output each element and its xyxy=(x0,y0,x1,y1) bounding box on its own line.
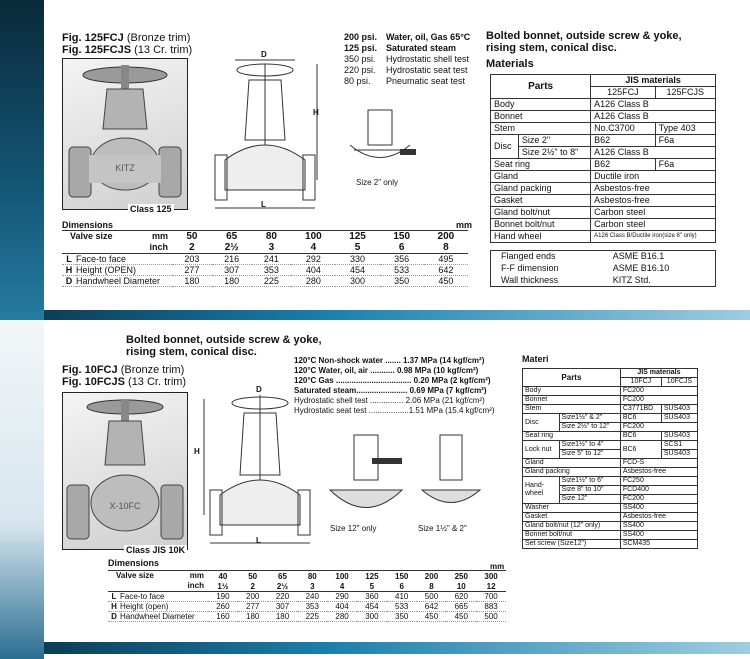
valve-drawing: D H L xyxy=(205,50,325,215)
dims-unit-jis: mm xyxy=(490,562,505,571)
valve-size-header: Valve size mm inch xyxy=(62,231,172,254)
disc-detail-drawing-12 xyxy=(322,430,410,520)
top-heading: Bolted bonnet, outside screw & yoke, rising stem, conical disc. xyxy=(486,30,682,54)
dimensions-table-jis: Valve size mm inch 40 50 65 80 100 125 150 200 250 300 1½ 2 2½ 3 4 5 6 8 10 12 L Face-to face 190 200 220 240 290 360 410 500 620 700 H Height (open) 260 277 307 353 404 454 533 642 665 883 D Handwheel Diameter 160 180 180 225 280 300 350 450 450 500 xyxy=(108,570,506,622)
left-gradient-bar-lower xyxy=(0,320,44,659)
pressure-ratings: 200 psi. Water, oil, Gas 65°C 125 psi. Saturated steam 350 psi. Hydrostatic shell test 220 psi. Hydrostatic seat test 80 psi. Pneumatic seat test xyxy=(344,32,471,86)
fig-title-10fcj: Fig. 10FCJ (Bronze trim) Fig. 10FCJS (13 Cr. trim) xyxy=(62,364,187,388)
size-note: Size 2" only xyxy=(356,178,398,187)
photo-caption-jis: Class JIS 10K xyxy=(126,545,186,555)
pressure-ratings-jis: 120°C Non-shock water ....... 1.37 MPa (14 kgf/cm²) 120°C Water, oil, air ........... 0.98 MPa (10 kgf/cm²) 120°C Gas .................................. 0.20 MPa (2 kgf/cm²) Saturated steam....................... 0.69 MPa (7 kgf/cm²) Hydrostatic shell test ............... 2.06 MPa (21 kgf/cm²) Hydrostatic seat test ..................1.51 MPa (15.4 kgf/cm²) xyxy=(294,356,495,415)
size-note-12: Size 12" only xyxy=(330,524,377,533)
materials-title: Materials xyxy=(486,58,534,70)
dims-unit: mm xyxy=(456,220,473,230)
valve-body-mark: KITZ xyxy=(115,163,135,173)
dims-row-l: L Face-to face 203 216 241 292 330 356 495 xyxy=(62,254,468,265)
dims-row-l-jis: L Face-to face 190 200 220 240 290 360 410 500 620 700 xyxy=(108,592,506,602)
dims-row-d-jis: D Handwheel Diameter 160 180 180 225 280 300 350 450 450 500 xyxy=(108,612,506,622)
fig-title-125fcj: Fig. 125FCJ (Bronze trim) Fig. 125FCJS (13 Cr. trim) xyxy=(62,32,193,56)
dims-row-d: D Handwheel Diameter 180 180 225 280 300 350 450 xyxy=(62,276,468,287)
dims-row-h: H Height (OPEN) 277 307 353 404 454 533 642 xyxy=(62,265,468,276)
standards-table: Flanged ends ASME B16.1 F-F dimension ASME B16.10 Wall thickness KITZ Std. xyxy=(490,250,716,287)
valve-photo xyxy=(62,58,188,210)
disc-detail-drawing-small xyxy=(416,430,486,520)
bottom-heading: Bolted bonnet, outside screw & yoke, rising stem, conical disc. xyxy=(126,334,322,358)
bottom-band xyxy=(44,642,750,654)
size-note-small: Size 1½" & 2" xyxy=(418,524,467,533)
valve-photo-jis xyxy=(62,392,188,550)
valve-drawing-jis: D H L xyxy=(200,385,320,550)
materials-table: Parts JIS materials 125FCJ 125FCJS Body A126 Class B Bonnet A126 Class B Stem No.C3700 Type 403 Disc Size 2" B62 F6a Size 2½" to 8" A126 Class B Seat ring B62 F6a Gland Ductile iron Gland packing Asbestos-free Gasket Asbestos-free Gland bolt/nut Carbon steel Bonnet bolt/nut Carbon steel Hand wheel A126 Class B/Ductile iron(size 8" only) xyxy=(490,74,716,243)
dimensions-table: Valve size mm inch 50 65 80 100 125 150 200 2 2½ 3 4 5 6 8 L Face-to face 203 216 241 292 330 356 495 H Height (OPEN) 277 307 353 404 454 533 642 D Handwheel Diameter 180 180 225 280 300 350 450 xyxy=(62,230,468,287)
dims-row-h-jis: H Height (open) 260 277 307 353 404 454 533 642 665 883 xyxy=(108,602,506,612)
disc-detail-drawing xyxy=(340,105,420,175)
dims-title: Dimensions xyxy=(62,220,114,230)
section-divider-band xyxy=(44,310,750,320)
valve-size-header-jis: Valve size mm inch xyxy=(108,571,208,592)
materials-title-jis: Materi xyxy=(522,354,549,364)
materials-table-jis: Parts JIS materials 10FCJ 10FCJS Body FC200 Bonnet FC200 Stem C3771BD SUS403 Disc Size1½" & 2" BC6 SUS403 Size 2½" to 12" FC200 Seat ring BC6 SUS403 Lock nut Size1½" to 4" BC6 SCS1 Size 5" to 12" SUS403 Gland FCD-S Gland packing Asbestos-free Hand- wheel Size1½" to 6" FC250 Size 8" to 10" FCD400 Size 12" FC200 Washer SS400 Gasket Asbestos-free Gland bolt/nut (12" only) SS400 Bonnet bolt/nut SS400 Set screw (Size12") SCM435 xyxy=(522,368,698,549)
valve-body-mark-jis: X-10FC xyxy=(109,501,141,511)
dims-title-jis: Dimensions xyxy=(108,558,160,568)
photo-caption: Class 125 xyxy=(130,204,172,214)
